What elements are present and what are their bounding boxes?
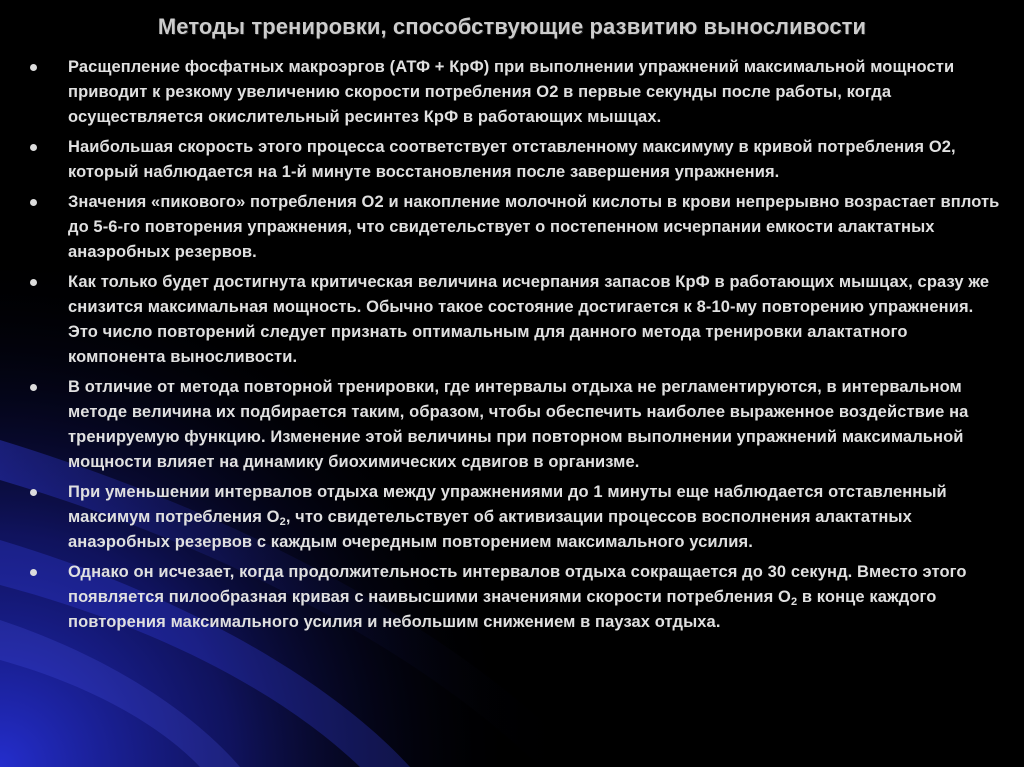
bullet-item bbox=[30, 560, 1000, 635]
bullet-text-before-subscript: При уменьшении интервалов отдыха между упражнениями до 1 минуты еще наблюдается отставленный максимум потребления О bbox=[68, 483, 947, 526]
bullet-item bbox=[30, 270, 1000, 370]
bullet-text-after-subscript: , что свидетельствует об активизации процессов восполнения алактатных анаэробных резервов с каждым очередным повторением максимального усилия. bbox=[68, 508, 912, 551]
bullet-dot-icon bbox=[30, 569, 37, 576]
slide-title: Методы тренировки, способствующие развитию выносливости bbox=[157, 14, 867, 39]
subscript-2: 2 bbox=[790, 596, 798, 608]
bullet-text-before-subscript: Однако он исчезает, когда продолжительность интервалов отдыха сокращается до 30 секунд. Вместо этого появляется пилообразная кривая с наивысшими значениями скорости потребления О bbox=[68, 563, 967, 606]
bullet-item bbox=[30, 480, 1000, 555]
bullet-text: В отличие от метода повторной тренировки, где интервалы отдыха не регламентируются, в интервальном методе величина их подбирается таким, образом, чтобы обеспечить наиболее выраженное воздействие на тренируемую функцию. Изменение этой величины при повторном выполнении упражнений максимальной мощности влияет на динамику биохимических сдвигов в организме. bbox=[68, 378, 969, 471]
bullet-text: Расщепление фосфатных макроэргов (АТФ + КрФ) при выполнении упражнений максимальной мощности приводит к резкому увеличению скорости потребления О2 в первые секунды после работы, когда осуществляется окислительный ресинтез КрФ в работающих мышцах. bbox=[68, 58, 955, 126]
bullet-dot-icon bbox=[30, 144, 37, 151]
bullet-text-after-subscript: в конце каждого повторения максимального усилия и небольшим снижением в паузах отдыха. bbox=[68, 588, 937, 631]
bullet-item bbox=[30, 135, 1000, 185]
bullet-text: Значения «пикового» потребления О2 и накопление молочной кислоты в крови непрерывно возрастает вплоть до 5-6-го повторения упражнения, что свидетельствует о постепенном исчерпании емкости алактатных анаэробных резервов. bbox=[68, 193, 1000, 261]
subscript-2: 2 bbox=[279, 516, 286, 528]
bullet-dot-icon bbox=[30, 199, 37, 206]
bullet-item bbox=[30, 55, 1000, 130]
bullet-dot-icon bbox=[30, 64, 37, 71]
bullet-dot-icon bbox=[30, 489, 37, 496]
bullet-item bbox=[30, 375, 1000, 475]
bullet-list bbox=[30, 55, 1000, 640]
bullet-text: Наибольшая скорость этого процесса соответствует отставленному максимуму в кривой потребления О2, который наблюдается на 1-й минуте восстановления после завершения упражнения. bbox=[68, 138, 956, 181]
bullet-dot-icon bbox=[30, 279, 37, 286]
bullet-item bbox=[30, 190, 1000, 265]
bullet-text: Как только будет достигнута критическая величина исчерпания запасов КрФ в работающих мышцах, сразу же снизится максимальная мощность. Обычно такое состояние достигается к 8-10-му повторению упражнения. Это число повторений следует признать оптимальным для данного метода тренировки алактатного компонента выносливости. bbox=[68, 273, 990, 366]
bullet-dot-icon bbox=[30, 384, 37, 391]
